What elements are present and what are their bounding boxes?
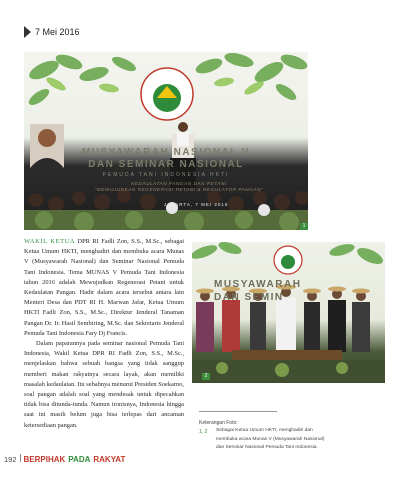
caption-text: Sebagai Ketua Umum HKTI, menghadiri dan membuka acara Munas V (Musyawarah Nasional) dan Seminar Nasional Pemuda Tani Indonesia. (216, 428, 325, 450)
banner-title-line2: DAN SEMINAR NASIONAL (88, 159, 244, 170)
article-paragraph-1-text: DPR RI Fadli Zon, S.S., M.Sc., sebagai Ketua Umum HKTI, menghadiri dan membuka acara Munas V (Musyawarah Nasional) dan Seminar Nasional Pemuda Tani Indonesia. Tema MUNAS V Pemuda Tani Indonesia tahun 2016 adalah Mewujudkan Regenerasi Petani untuk Kedaulatan Pangan. Hadir dalam acara tersebut antara lain Menteri Desa dan PDT RI H. Marwan Jafar, Ketua Umum HKTI Fadli Zon, S.S., M.Sc., Direktur Jenderal Tanaman Pangan Dr. Ir. Hasil Sembiring, M.Sc. dan Sekretaris Jenderal Pemuda Tani Indonesia Fary Dj Francis. (24, 238, 185, 337)
footer-separator (20, 454, 21, 462)
article-paragraph-2: Dalam paparannya pada seminar nasional Pemuda Tani Indonesia, Wakil Ketua DPR RI Fadli Zon, S.S., M.Sc., menjelaskan bahwa sebuah bangsa yang tidak sanggup memberi makan rakyatnya secara layak, akan memiliki masalah kedaulatan. Itu sebabnya menurut Presiden Soekarno, soal pangan adalah soal yang mendesak untuk dipecahkan tidak bisa ditunda-tunda. Namun ironisnya, Indonesia hingga saat ini masih belum juga bisa terlepas dari ancaman ketersediaan pangan. (24, 340, 184, 429)
second-photo-banner-line2: DAN SEMIN (214, 292, 284, 303)
triangle-bullet-icon (24, 26, 31, 38)
footer-brand-word3: RAKYAT (93, 455, 126, 464)
article-paragraph-1 (24, 237, 184, 339)
banner-title-line1: MUSYAWARAH NASIONAL V (81, 147, 251, 158)
banner-subtitle: PEMUDA TANI INDONESIA HKTI (102, 172, 230, 178)
caption-number: 1, 2 (199, 429, 208, 435)
article-body (24, 237, 184, 431)
article-lead: WAKIL KETUA (24, 238, 76, 245)
banner-venue: JAKARTA, 7 MEI 2016 (164, 202, 229, 207)
page-number: 192 (4, 455, 17, 464)
date-label: 7 Mei 2016 (35, 27, 80, 37)
second-photo-banner-line1: MUSYAWARAH (214, 279, 302, 290)
caption-divider (199, 411, 277, 412)
banner-theme-line2: "MEWUJUDKAN REGENERASI PETANI & REGULATOR PANGAN" (94, 187, 264, 192)
photo-badge-1: 1 (300, 223, 308, 230)
second-photo (192, 242, 385, 383)
caption-heading: Keterangan Foto: (199, 420, 238, 426)
footer-brand-word1: BERPIHAK (23, 455, 66, 464)
banner-theme-line1: KEDAULATAN PANGAN DAN PETANI (131, 181, 227, 186)
page-footer (4, 454, 125, 464)
footer-brand-word2: PADA (68, 455, 91, 464)
photo-badge-2: 2 (202, 373, 210, 380)
main-photo (24, 52, 308, 230)
date-header (24, 26, 80, 38)
second-photo-scene (192, 242, 385, 383)
